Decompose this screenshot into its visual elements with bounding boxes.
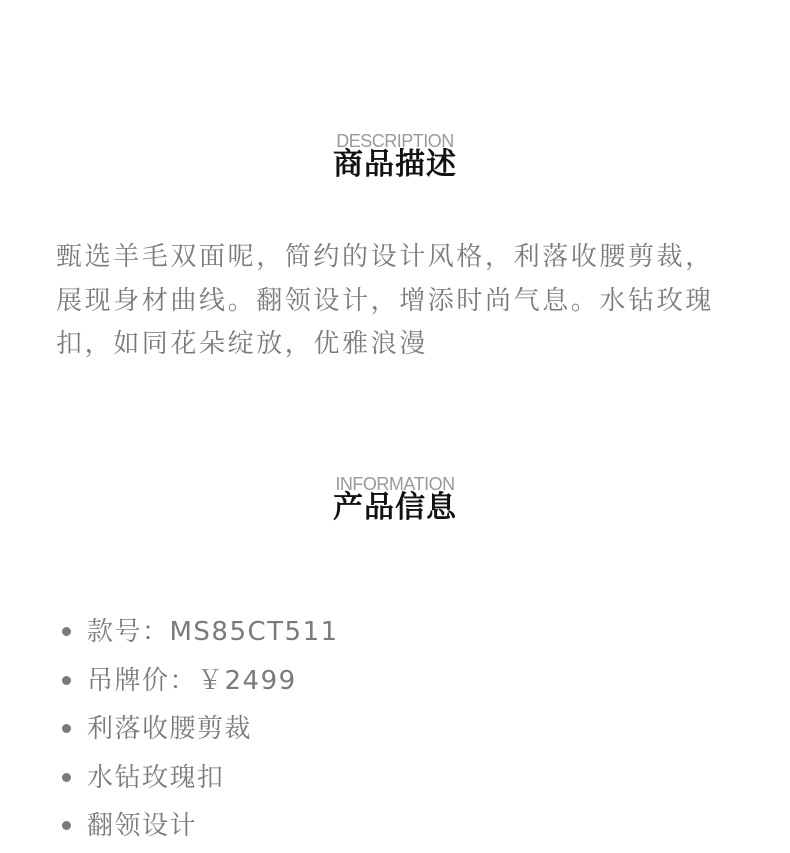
description-heading-cn: 商品描述 (333, 147, 457, 182)
bullet-icon (62, 627, 71, 636)
bullet-icon (62, 724, 71, 733)
information-heading (0, 474, 790, 524)
description-text: 甄选羊毛双面呢，简约的设计风格，利落收腰剪裁，展现身材曲线。翻领设计，增添时尚气息。水钻玫瑰扣，如同花朵绽放，优雅浪漫 (56, 242, 714, 359)
info-item-tag-price (60, 659, 339, 708)
info-item-collar (60, 804, 339, 853)
info-item-text: 水钻玫瑰扣 (87, 762, 225, 793)
info-item-text: 款号：MS85CT511 (87, 617, 339, 647)
info-item-cut (60, 707, 339, 756)
bullet-icon (62, 821, 71, 830)
info-item-text: 吊牌价：￥2499 (87, 665, 297, 696)
info-item-text: 利落收腰剪裁 (87, 714, 253, 744)
info-item-buttons (60, 756, 339, 805)
bullet-icon (62, 676, 71, 685)
information-heading-cn: 产品信息 (333, 490, 457, 525)
description-heading-en: DESCRIPTION (336, 131, 454, 151)
info-item-text: 翻领设计 (87, 811, 198, 841)
bullet-icon (62, 773, 71, 782)
information-heading-en: INFORMATION (335, 474, 455, 494)
description-heading (0, 131, 790, 181)
info-item-style-number (60, 610, 339, 659)
information-list (60, 610, 339, 853)
